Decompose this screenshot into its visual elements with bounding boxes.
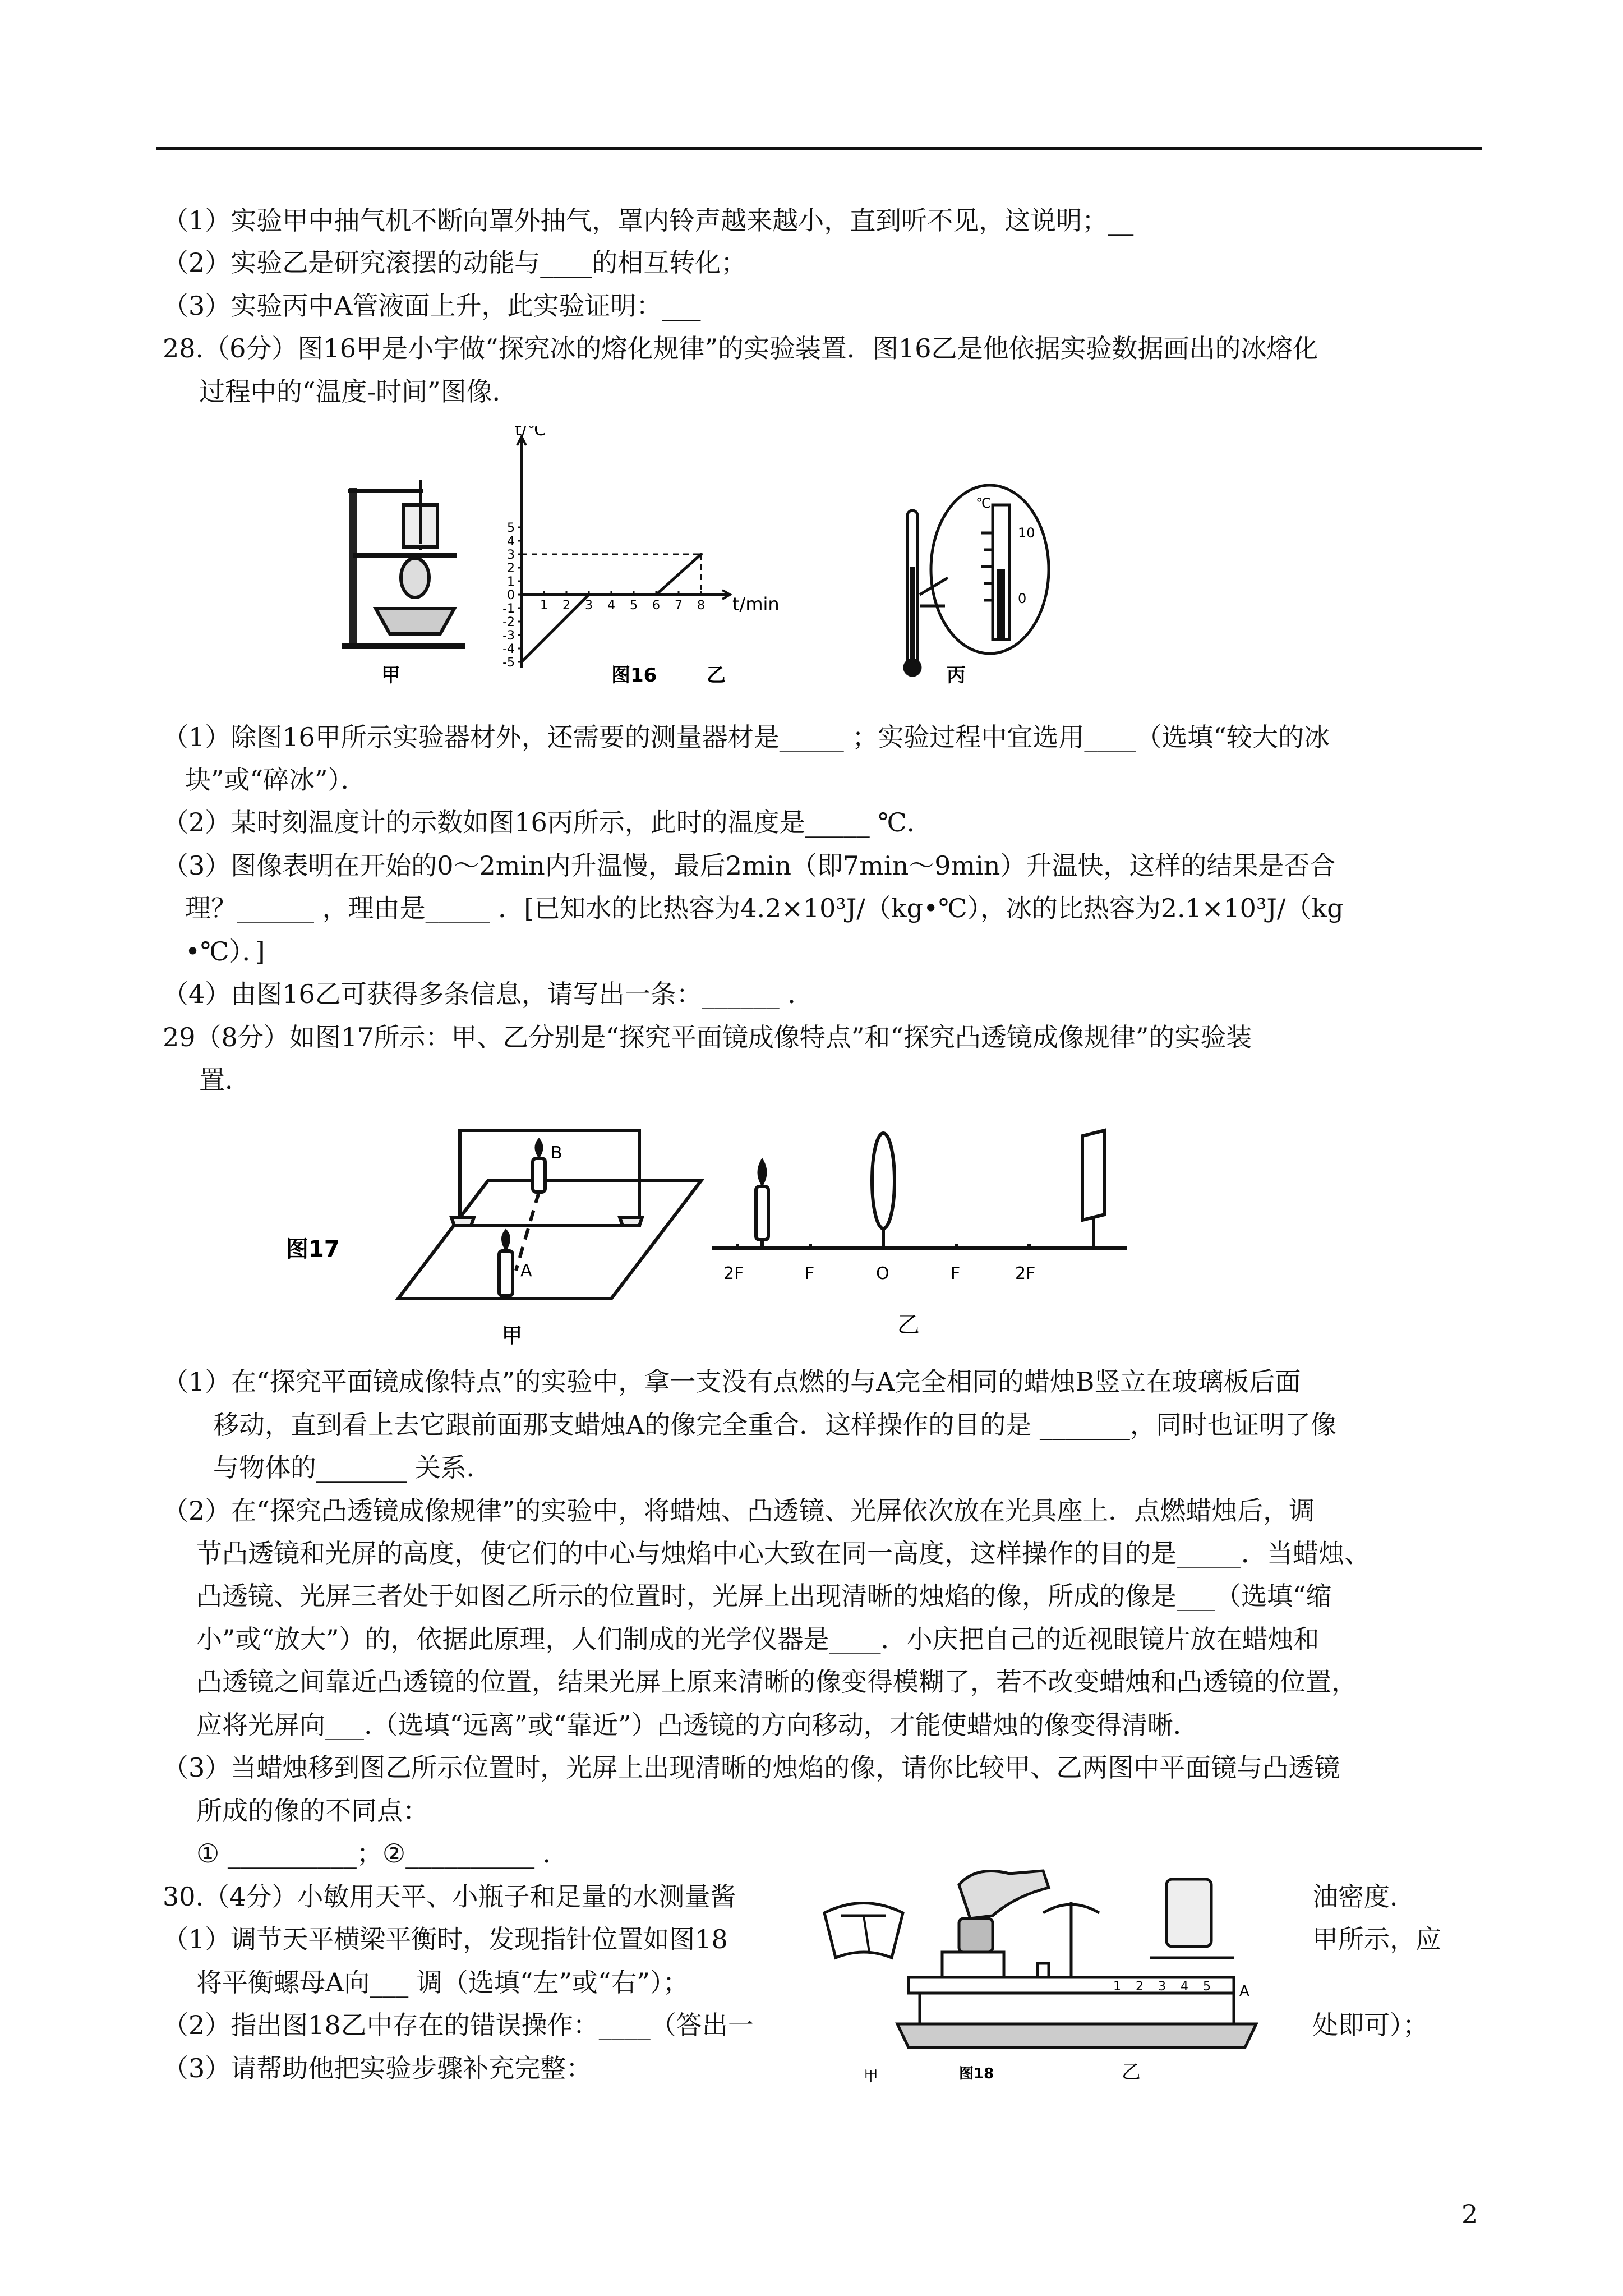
x-axis-label: t/min — [732, 593, 780, 615]
q30-part2-left: （2）指出图18乙中存在的错误操作：____（答出一 — [163, 2010, 754, 2040]
q29-part1-c: 与物体的_______ 关系． — [213, 1452, 492, 1483]
y-tick-label: 0 — [507, 588, 515, 602]
therm-unit: ℃ — [976, 495, 991, 511]
q28-part4: （4）由图16乙可获得多条信息，请写出一条：______ ． — [163, 979, 814, 1009]
optical-bench — [712, 1130, 1127, 1248]
fig18-right-label: 乙 — [1122, 2061, 1141, 2083]
y-tick-label: 3 — [507, 548, 515, 562]
scale-mark-5: 5 — [1203, 1980, 1211, 1994]
figure-17-svg — [280, 1114, 1178, 1355]
scale-mark-4: 4 — [1181, 1980, 1188, 1994]
y-tick-label: -5 — [502, 656, 515, 670]
fig17-left-label: 甲 — [502, 1324, 523, 1347]
heating-apparatus — [342, 480, 465, 646]
tick-F-left: F — [805, 1264, 815, 1283]
x-tick-label: 2 — [562, 599, 570, 613]
figure-17 — [280, 1114, 1178, 1355]
scale-mark-3: 3 — [1158, 1980, 1166, 1994]
q29-part2-e: 凸透镜之间靠近凸透镜的位置，结果光屏上原来清晰的像变得模糊了，若不改变蜡烛和凸透镜的位置， — [196, 1667, 1357, 1697]
scale-mark-2: 2 — [1136, 1980, 1144, 1994]
data-point — [654, 593, 658, 596]
x-tick-label: 4 — [607, 599, 615, 613]
y-tick-label: -3 — [502, 629, 515, 643]
y-tick-label: 1 — [507, 575, 515, 589]
mark-B: B — [551, 1143, 562, 1163]
q27-line-2: （2）实验乙是研究滚摆的动能与____的相互转化； — [163, 247, 747, 278]
y-axis-label: t/℃ — [515, 426, 546, 440]
q28-part1-a: （1）除图16甲所示实验器材外，还需要的测量器材是_____ ；实验过程中宜选用____（选填“较大的冰 — [163, 722, 1330, 752]
tick-O: O — [876, 1264, 889, 1283]
x-tick-label: 8 — [697, 599, 705, 613]
mark-A: A — [520, 1261, 532, 1281]
figure-18-svg — [808, 1862, 1301, 2092]
x-tick-label: 3 — [585, 599, 593, 613]
q29-part2-d: 小”或“放大”）的，依据此原理，人们制成的光学仪器是____．小庆把自己的近视眼镜片放在蜡烛和 — [196, 1624, 1320, 1654]
q30-stem-left: 30.（4分）小敏用天平、小瓶子和足量的水测量酱 — [163, 1881, 736, 1912]
q29-part3-answers: ① __________；②__________ ． — [196, 1838, 569, 1869]
y-tick-label: -4 — [502, 642, 515, 656]
therm-mark-0: 0 — [1018, 591, 1027, 606]
q30-part3: （3）请帮助他把实验步骤补充完整： — [163, 2053, 592, 2083]
tick-2F-left: 2F — [723, 1264, 744, 1283]
data-point — [587, 593, 591, 596]
q28-stem-1: 28.（6分）图16甲是小宇做“探究冰的熔化规律”的实验装置．图16乙是他依据实验数据画出的冰熔化 — [163, 333, 1318, 364]
y-tick-label: 5 — [507, 521, 515, 535]
x-tick-label: 6 — [652, 599, 660, 613]
fig17-caption: 图17 — [286, 1236, 340, 1262]
data-point — [699, 553, 703, 556]
tick-F-right: F — [951, 1264, 961, 1283]
q30-part1-b: 将平衡螺母A向___ 调（选填“左”或“右”）； — [196, 1967, 689, 1998]
fig16-mid-label: 乙 — [707, 664, 726, 687]
fig17-right-label: 乙 — [897, 1312, 920, 1338]
q29-part1-b: 移动，直到看上去它跟前面那支蜡烛A的像完全重合．这样操作的目的是 _______，同时也证明了像 — [213, 1410, 1336, 1440]
q29-part2-a: （2）在“探究凸透镜成像规律”的实验中，将蜡烛、凸透镜、光屏依次放在光具座上．点燃蜡烛后，调 — [163, 1496, 1315, 1526]
q28-stem-2: 过程中的“温度-时间”图像． — [199, 376, 518, 407]
temperature-time-graph — [502, 426, 780, 670]
fig18-mark-A: A — [1239, 1983, 1249, 2000]
fig18-left-label: 甲 — [864, 2068, 879, 2085]
q28-part3-b: 理？______ ，理由是_____ ．[已知水的比热容为4.2×10³J/（kg•℃），冰的比热容为2.1×10³J/（kg — [185, 893, 1344, 923]
fig16-right-label: 丙 — [947, 664, 966, 687]
q30-part1-a: （1）调节天平横梁平衡时，发现指针位置如图18 — [163, 1924, 728, 1954]
balance-scale — [897, 1871, 1256, 2047]
tick-2F-right: 2F — [1015, 1264, 1036, 1283]
plane-mirror-setup — [398, 1130, 701, 1299]
figure-16 — [336, 426, 1094, 707]
thermometer — [905, 485, 1049, 675]
q29-stem-1: 29（8分）如图17所示：甲、乙分别是“探究平面镜成像特点”和“探究凸透镜成像规律”的实验装 — [163, 1022, 1252, 1052]
pointer-dial — [824, 1903, 903, 1958]
figure-16-svg — [336, 426, 1094, 707]
q28-part3-a: （3）图像表明在开始的0～2min内升温慢，最后2min（即7min～9min）升温快，这样的结果是否合 — [163, 850, 1336, 881]
x-tick-label: 7 — [675, 599, 683, 613]
q29-part1-a: （1）在“探究平面镜成像特点”的实验中，拿一支没有点燃的与A完全相同的蜡烛B竖立在玻璃板后面 — [163, 1366, 1301, 1397]
q28-part2: （2）某时刻温度计的示数如图16丙所示，此时的温度是_____ ℃． — [163, 807, 933, 838]
q28-part1-b: 块”或“碎冰”）． — [185, 765, 367, 795]
q30-part1-right: 甲所示，应 — [1312, 1924, 1441, 1954]
q29-stem-2: 置． — [199, 1065, 251, 1095]
q28-part3-c: •℃）．] — [185, 936, 265, 967]
y-tick-label: 4 — [507, 535, 515, 549]
q29-part3-b: 所成的像的不同点： — [196, 1796, 428, 1826]
y-tick-label: -1 — [502, 602, 515, 616]
figure-18 — [808, 1862, 1301, 2092]
q29-part2-f: 应将光屏向___.（选填“远离”或“靠近”）凸透镜的方向移动，才能使蜡烛的像变得清晰． — [196, 1710, 1199, 1740]
fig18-caption: 图18 — [959, 2065, 994, 2082]
x-tick-label: 1 — [540, 599, 548, 613]
q29-part3-a: （3）当蜡烛移到图乙所示位置时，光屏上出现清晰的烛焰的像，请你比较甲、乙两图中平面镜与凸透镜 — [163, 1752, 1340, 1783]
fig16-left-label: 甲 — [381, 664, 400, 687]
y-tick-label: -2 — [502, 615, 515, 629]
page-number: 2 — [1461, 2199, 1478, 2229]
data-point — [520, 660, 523, 664]
header-rule — [156, 147, 1482, 150]
scale-mark-1: 1 — [1113, 1980, 1121, 1994]
y-tick-label: 2 — [507, 562, 515, 576]
q27-line-1: （1）实验甲中抽气机不断向罩外抽气，罩内铃声越来越小，直到听不见，这说明；__ — [163, 205, 1134, 236]
x-tick-label: 5 — [630, 599, 638, 613]
fig16-caption: 图16 — [611, 664, 657, 687]
q29-part2-b: 节凸透镜和光屏的高度，使它们的中心与烛焰中心大致在同一高度，这样操作的目的是_____．当蜡烛、 — [196, 1538, 1370, 1568]
therm-mark-10: 10 — [1018, 525, 1035, 541]
q30-part2-right: 处即可）； — [1312, 2010, 1428, 2040]
q30-stem-right: 油密度． — [1312, 1881, 1415, 1912]
q29-part2-c: 凸透镜、光屏三者处于如图乙所示的位置时，光屏上出现清晰的烛焰的像，所成的像是___（选填“缩 — [196, 1581, 1332, 1611]
q27-line-3: （3）实验丙中A管液面上升，此实验证明：___ — [163, 291, 701, 321]
